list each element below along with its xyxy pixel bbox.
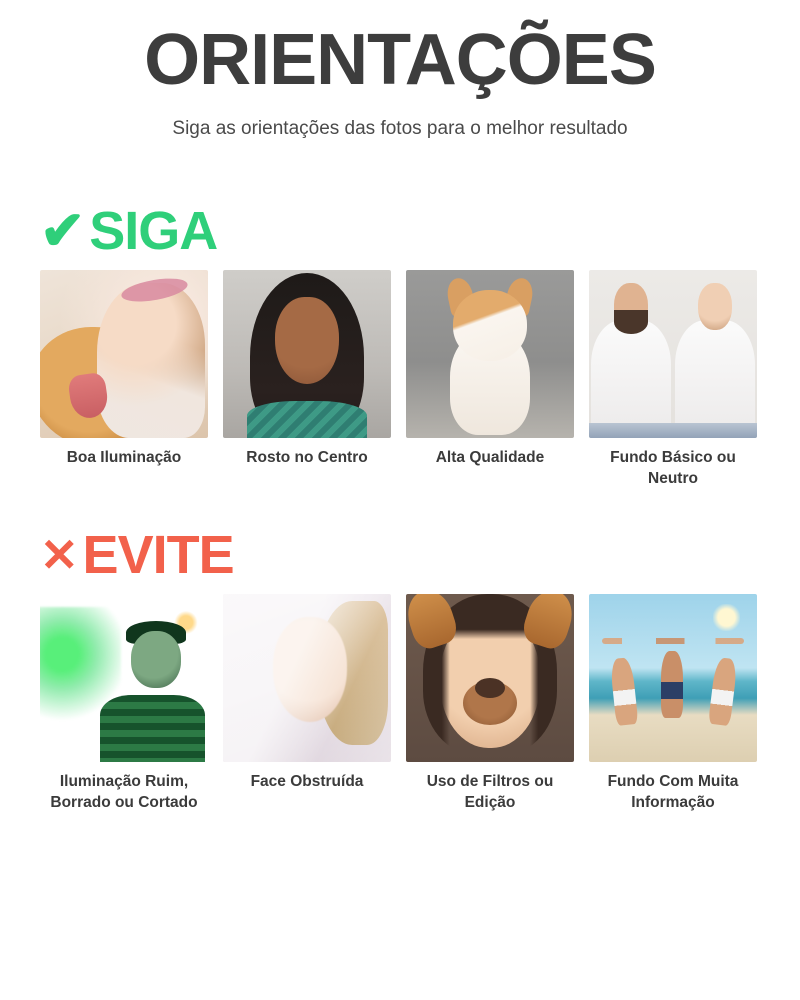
card-caption: Fundo Básico ou Neutro xyxy=(610,449,736,487)
dog-filter-selfie-photo xyxy=(406,594,574,762)
card-caption: Face Obstruída xyxy=(250,772,364,790)
section-label-evite: EVITE xyxy=(82,524,234,585)
guideline-card xyxy=(406,270,574,490)
card-caption: Alta Qualidade xyxy=(435,449,545,466)
section-evite xyxy=(0,524,800,814)
couple-white-tshirts-neutral-background-photo xyxy=(589,270,757,438)
check-icon: ✔ xyxy=(40,201,86,261)
guideline-card xyxy=(223,270,391,490)
man-green-bad-lighting-photo xyxy=(40,594,208,762)
card-caption: Uso de Filtros ou Edição xyxy=(426,772,554,811)
smiling-woman-centered-face-photo xyxy=(223,270,391,438)
guideline-card xyxy=(40,270,208,490)
section-label-siga: SIGA xyxy=(89,201,218,261)
girl-hugging-golden-retriever-photo xyxy=(40,270,208,438)
page-title: ORIENTAÇÕES xyxy=(144,20,656,100)
card-grid-siga xyxy=(40,270,760,490)
card-caption: Iluminação Ruim, Borrado ou Cortado xyxy=(50,772,198,811)
card-grid-evite xyxy=(40,594,760,814)
guideline-card xyxy=(589,594,757,814)
section-heading-siga xyxy=(40,201,760,261)
card-caption: Boa Iluminação xyxy=(66,449,182,466)
guideline-card xyxy=(223,594,391,814)
page-header xyxy=(0,0,800,140)
page-subtitle: Siga as orientações das fotos para o melhor resultado xyxy=(172,118,628,139)
section-siga xyxy=(0,201,800,490)
guideline-card xyxy=(589,270,757,490)
guideline-card xyxy=(40,594,208,814)
card-caption: Rosto no Centro xyxy=(246,449,368,466)
section-heading-evite xyxy=(40,524,760,585)
cross-icon: ✕ xyxy=(40,528,79,581)
washed-out-obstructed-face-photo xyxy=(223,594,391,762)
corgi-puppy-high-quality-photo xyxy=(406,270,574,438)
busy-beach-background-photo xyxy=(589,594,757,762)
card-caption: Fundo Com Muita Informação xyxy=(607,772,739,811)
guideline-card xyxy=(406,594,574,814)
